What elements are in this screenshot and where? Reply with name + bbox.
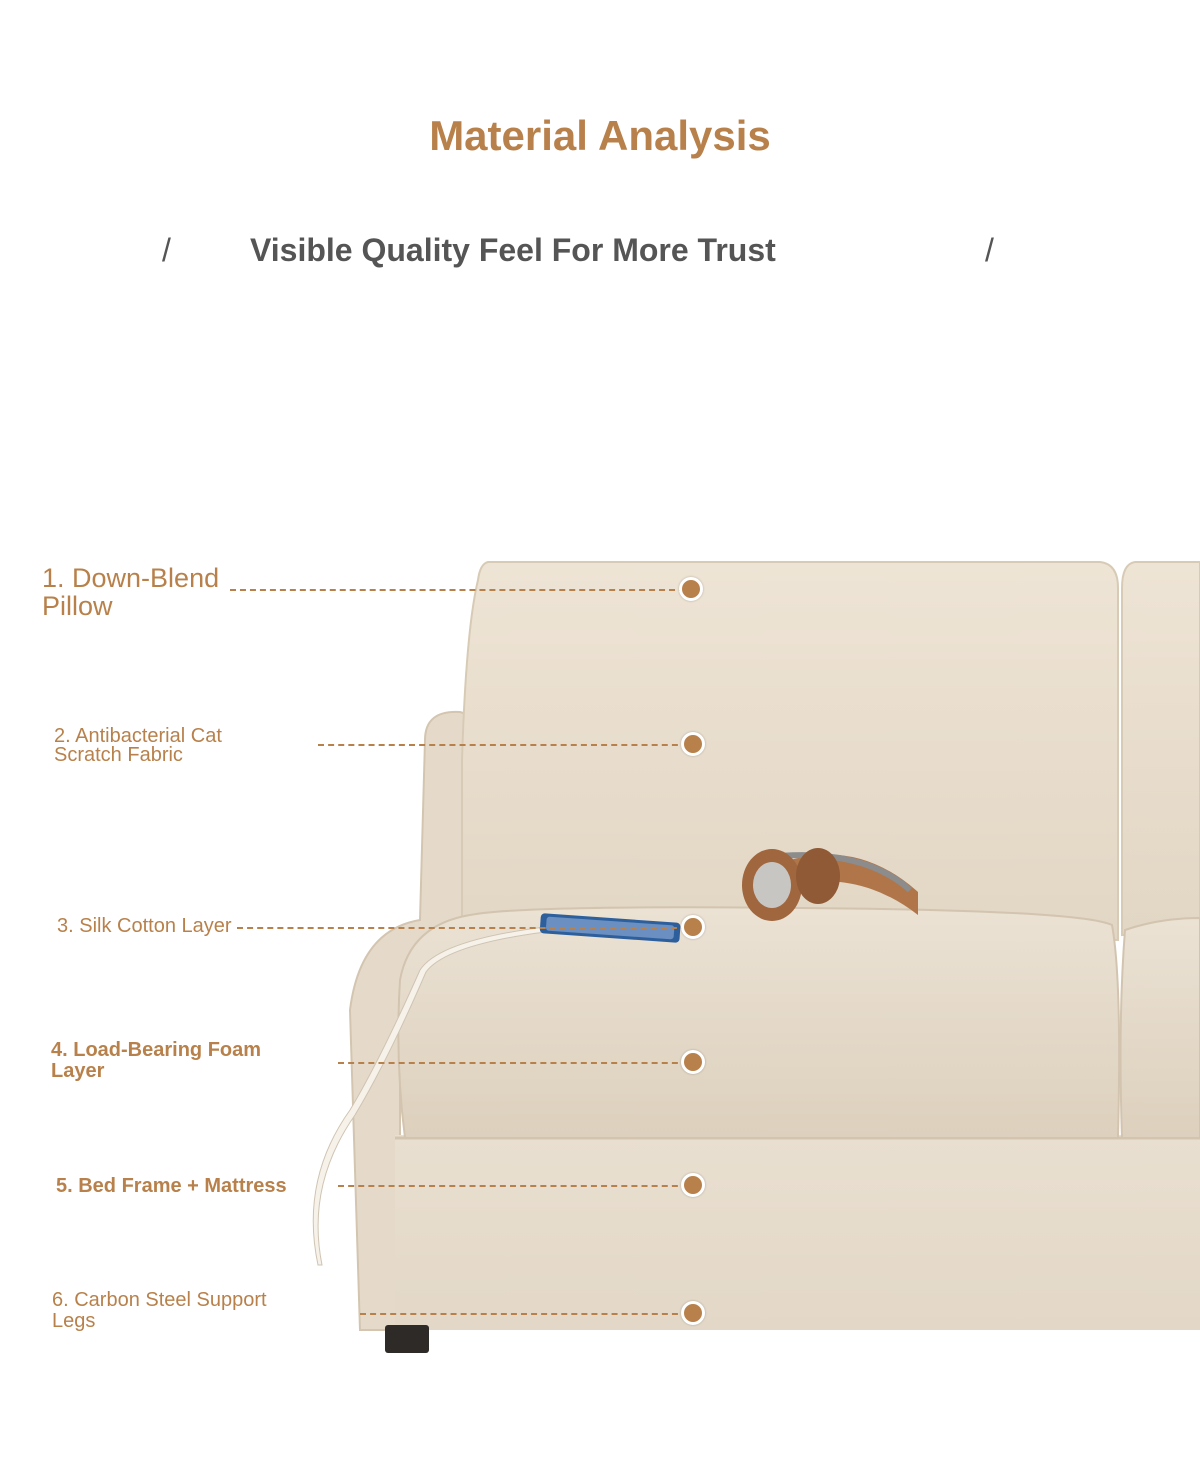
subtitle-row: [0, 232, 1200, 276]
callout-line-4: [338, 1062, 688, 1064]
callout-label-4: 4. Load-Bearing Foam Layer: [51, 1039, 262, 1082]
sofa-base: [395, 1135, 1200, 1330]
callout-dot-5: [681, 1173, 705, 1197]
callout-label-5: 5. Bed Frame + Mattress: [56, 1175, 287, 1197]
callout-dot-1: [679, 577, 703, 601]
callout-label-2: 2. Antibacterial Cat Scratch Fabric: [54, 725, 222, 766]
back-cushion-right: [1122, 562, 1200, 935]
sofa-leg: [385, 1325, 429, 1353]
subtitle: Visible Quality Feel For More Trust: [250, 232, 776, 268]
callout-line-2: [318, 744, 688, 746]
page-title: Material Analysis: [429, 112, 771, 159]
slash-left: /: [162, 232, 171, 268]
callout-dot-6: [681, 1301, 705, 1325]
callout-label-3: 3. Silk Cotton Layer: [57, 915, 232, 937]
slash-right: /: [985, 232, 994, 268]
seat-cushion-left: [398, 907, 1119, 1138]
callout-dot-4: [681, 1050, 705, 1074]
callout-label-6: 6. Carbon Steel Support Legs: [52, 1289, 267, 1332]
callout-line-3: [237, 927, 687, 929]
callout-line-5: [338, 1185, 688, 1187]
callout-dot-3: [681, 915, 705, 939]
seat-cushion-right: [1121, 918, 1200, 1138]
callout-line-6: [360, 1313, 688, 1315]
sofa-illustration: [0, 540, 1200, 1400]
callout-line-1: [230, 589, 685, 591]
callout-dot-2: [681, 732, 705, 756]
callout-label-1: 1. Down-Blend Pillow: [42, 563, 220, 622]
